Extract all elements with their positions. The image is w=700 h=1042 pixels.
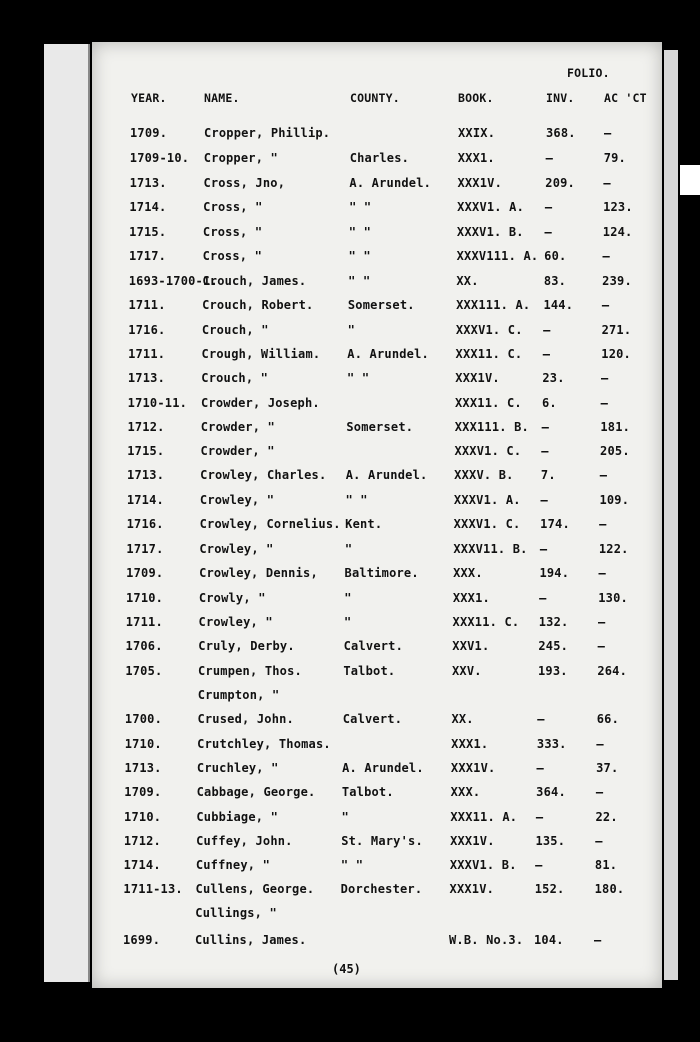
row-5-year: 1715. (129, 225, 167, 239)
row-13-inv: — (541, 420, 550, 434)
row-22-acct: — (597, 639, 606, 653)
row-5-inv: — (544, 225, 552, 239)
row-29-acct: 22. (595, 810, 618, 824)
row-10-name: Crough, William. (201, 347, 321, 361)
row-34-book: W.B. No.3. (449, 933, 524, 947)
row-1-year: 1709. (130, 126, 168, 140)
right-page-edge (664, 50, 678, 980)
row-13-year: 1712. (127, 420, 165, 434)
book-column-header: BOOK. (458, 91, 494, 105)
row-17-acct: — (599, 517, 607, 531)
row-31-name: Cuffney, " (195, 858, 271, 872)
row-22-year: 1706. (125, 639, 163, 653)
row-28-acct: — (595, 785, 604, 799)
row-31-book: XXXV1. B. (449, 858, 517, 872)
row-16-year: 1714. (126, 493, 164, 507)
row-2-acct: 79. (603, 151, 626, 165)
row-21-book: XXX11. C. (452, 615, 520, 629)
row-25-year: 1700. (124, 712, 163, 726)
row-10-acct: 120. (601, 347, 631, 361)
row-20-book: XXX1. (452, 591, 490, 605)
row-4-book: XXXV1. A. (457, 200, 524, 214)
row-26-inv: 333. (536, 737, 567, 751)
row-20-county: " (344, 591, 352, 605)
row-31-year: 1714. (123, 858, 161, 872)
row-24-name: Crumpton, " (197, 688, 280, 702)
row-30-name: Cuffey, John. (196, 834, 293, 848)
row-25-name: Crused, John. (197, 712, 294, 726)
row-32-year: 1711-13. (123, 882, 183, 896)
row-15-county: A. Arundel. (345, 468, 428, 482)
row-28-county: Talbot. (341, 785, 394, 799)
row-17-inv: 174. (540, 517, 570, 531)
row-23-inv: 193. (538, 664, 568, 678)
row-19-year: 1709. (126, 566, 164, 580)
row-6-year: 1717. (128, 249, 167, 263)
row-25-inv: — (537, 712, 545, 726)
row-21-name: Crowley, " (198, 615, 273, 629)
row-7-acct: 239. (602, 274, 632, 288)
row-29-year: 1710. (124, 810, 162, 824)
row-12-name: Crowder, Joseph. (201, 396, 320, 410)
row-33-name: Cullings, " (195, 906, 277, 920)
row-12-acct: — (600, 396, 609, 410)
row-3-name: Cross, Jno, (203, 176, 286, 190)
row-14-name: Crowder, " (200, 444, 275, 458)
row-7-book: XX. (456, 274, 479, 288)
row-5-acct: 124. (602, 225, 633, 239)
row-14-acct: 205. (600, 444, 630, 458)
row-14-year: 1715. (127, 444, 165, 458)
row-27-year: 1713. (124, 761, 162, 775)
row-30-year: 1712. (123, 834, 161, 848)
row-18-name: Crowley, " (199, 542, 274, 556)
row-4-year: 1714. (129, 200, 167, 214)
row-29-book: XXX11. A. (450, 810, 518, 824)
row-9-book: XXXV1. C. (455, 323, 523, 337)
row-17-year: 1716. (126, 517, 164, 531)
row-5-county: " " (348, 225, 372, 239)
row-7-year: 1693-1700-1. (128, 274, 218, 288)
row-27-acct: 37. (596, 761, 619, 775)
row-15-book: XXXV. B. (454, 468, 514, 482)
row-21-acct: — (597, 615, 606, 629)
row-22-inv: 245. (538, 639, 569, 653)
row-9-year: 1716. (128, 323, 166, 337)
row-1-acct: — (604, 126, 612, 140)
row-29-name: Cubbiage, " (196, 810, 279, 824)
row-4-inv: — (544, 200, 553, 214)
row-7-name: Crouch, James. (202, 274, 307, 288)
row-28-book: XXX. (450, 785, 481, 799)
row-3-county: A. Arundel. (349, 176, 432, 190)
row-19-acct: — (598, 566, 606, 580)
row-8-inv: 144. (543, 298, 574, 312)
row-34-name: Cullins, James. (195, 933, 307, 947)
row-23-year: 1705. (125, 664, 163, 678)
row-4-acct: 123. (603, 200, 633, 214)
row-17-name: Crowley, Cornelius. (199, 517, 341, 531)
row-27-book: XXX1V. (450, 761, 496, 775)
row-11-county: " " (346, 371, 370, 385)
row-18-year: 1717. (126, 542, 164, 556)
row-9-inv: — (543, 323, 551, 337)
row-20-acct: 130. (598, 591, 628, 605)
row-13-acct: 181. (600, 420, 631, 434)
row-11-inv: 23. (542, 371, 565, 385)
row-34-inv: 104. (534, 933, 564, 947)
row-26-book: XXX1. (451, 737, 489, 751)
row-6-book: XXXV111. A. (456, 249, 539, 263)
row-29-inv: — (535, 810, 544, 824)
row-12-book: XXX11. C. (455, 396, 522, 410)
row-2-year: 1709-10. (129, 151, 190, 165)
row-8-book: XXX111. A. (456, 298, 531, 312)
row-7-inv: 83. (543, 274, 567, 288)
row-15-inv: 7. (540, 468, 556, 482)
row-22-county: Calvert. (343, 639, 404, 653)
row-12-inv: 6. (542, 396, 557, 410)
row-15-name: Crowley, Charles. (200, 468, 327, 482)
row-2-name: Cropper, " (203, 151, 278, 165)
row-15-year: 1713. (127, 468, 165, 482)
page-number: (45) (332, 962, 361, 976)
row-5-name: Cross, " (202, 225, 263, 239)
edge-tab-mark (680, 165, 700, 195)
row-30-county: St. Mary's. (341, 834, 423, 848)
row-11-acct: — (600, 371, 609, 385)
row-32-inv: 152. (534, 882, 565, 896)
row-8-acct: — (601, 298, 610, 312)
left-page-edge (44, 44, 90, 982)
row-23-name: Crumpen, Thos. (198, 664, 302, 678)
row-11-year: 1713. (127, 371, 165, 385)
row-25-acct: 66. (596, 712, 619, 726)
row-8-county: Somerset. (347, 298, 415, 312)
row-15-acct: — (599, 468, 608, 482)
row-23-county: Talbot. (343, 664, 396, 678)
row-34-year: 1699. (123, 933, 161, 947)
row-19-book: XXX. (453, 566, 483, 580)
row-27-name: Cruchley, " (196, 761, 279, 775)
row-19-county: Baltimore. (344, 566, 419, 580)
row-8-name: Crouch, Robert. (202, 298, 314, 312)
row-31-acct: 81. (594, 858, 618, 872)
folio-header: FOLIO. (567, 66, 610, 80)
row-18-acct: 122. (598, 542, 629, 556)
row-13-county: Somerset. (346, 420, 414, 434)
row-13-book: XXX111. B. (454, 420, 529, 434)
row-29-county: " (341, 810, 349, 824)
row-20-inv: — (539, 591, 547, 605)
row-19-inv: 194. (539, 566, 570, 580)
row-30-inv: 135. (535, 834, 566, 848)
row-31-county: " " (340, 858, 364, 872)
row-18-county: " (344, 542, 353, 556)
row-13-name: Crowder, " (200, 420, 275, 434)
row-28-year: 1709. (124, 785, 162, 799)
inv-column-header: INV. (546, 91, 575, 105)
row-27-inv: — (536, 761, 544, 775)
row-4-county: " " (349, 200, 372, 214)
row-10-inv: — (542, 347, 551, 361)
name-column-header: NAME. (204, 91, 240, 105)
row-9-county: " (347, 323, 355, 337)
row-22-name: Cruly, Derby. (198, 639, 295, 653)
row-30-book: XXX1V. (450, 834, 495, 848)
row-3-inv: 209. (545, 176, 575, 190)
row-5-book: XXXV1. B. (456, 225, 524, 239)
row-32-acct: 180. (594, 882, 625, 896)
row-14-book: XXXV1. C. (454, 444, 522, 458)
row-10-county: A. Arundel. (347, 347, 429, 361)
row-14-inv: — (541, 444, 549, 458)
row-31-inv: — (535, 858, 543, 872)
row-19-name: Crowley, Dennis, (199, 566, 318, 580)
row-27-county: A. Arundel. (342, 761, 424, 775)
row-9-acct: 271. (601, 323, 632, 337)
row-6-inv: 60. (544, 249, 567, 263)
row-6-acct: — (602, 249, 610, 263)
row-1-name: Cropper, Phillip. (204, 126, 331, 140)
row-11-name: Crouch, " (201, 371, 269, 385)
row-16-inv: — (540, 493, 548, 507)
row-16-name: Crowley, " (199, 493, 275, 507)
row-26-year: 1710. (124, 737, 162, 751)
row-23-acct: 264. (597, 664, 628, 678)
row-11-book: XXX1V. (455, 371, 500, 385)
row-2-book: XXX1. (457, 151, 495, 165)
row-3-year: 1713. (129, 176, 167, 190)
acct-column-header: AC 'CT (604, 91, 647, 105)
row-21-inv: 132. (538, 615, 569, 629)
row-9-name: Crouch, " (201, 323, 269, 337)
row-32-book: XXX1V. (449, 882, 495, 896)
row-16-county: " " (345, 493, 368, 507)
row-10-year: 1711. (128, 347, 166, 361)
row-2-inv: — (545, 151, 554, 165)
row-23-book: XXV. (452, 664, 482, 678)
row-25-county: Calvert. (342, 712, 403, 726)
row-2-county: Charles. (349, 151, 410, 165)
row-12-year: 1710-11. (127, 396, 188, 410)
row-32-county: Dorchester. (340, 882, 423, 896)
row-1-inv: 368. (546, 126, 576, 140)
row-32-name: Cullens, George. (195, 882, 315, 896)
row-26-name: Crutchley, Thomas. (197, 737, 331, 751)
row-20-year: 1710. (125, 591, 164, 605)
row-26-acct: — (596, 737, 604, 751)
row-1-book: XXIX. (458, 126, 496, 140)
row-3-acct: — (603, 176, 611, 190)
year-column-header: YEAR. (131, 91, 167, 105)
row-7-county: " " (348, 274, 371, 288)
row-21-year: 1711. (125, 615, 163, 629)
row-16-book: XXXV1. A. (453, 493, 521, 507)
row-21-county: " (343, 615, 352, 629)
row-8-year: 1711. (128, 298, 166, 312)
row-6-county: " " (348, 249, 371, 263)
row-10-book: XXX11. C. (455, 347, 523, 361)
row-17-book: XXXV1. C. (453, 517, 521, 531)
county-column-header: COUNTY. (350, 91, 400, 105)
row-18-book: XXXV11. B. (453, 542, 528, 556)
row-6-name: Cross, " (202, 249, 263, 263)
row-28-name: Cabbage, George. (196, 785, 316, 799)
row-20-name: Crowly, " (198, 591, 266, 605)
row-17-county: Kent. (345, 517, 383, 531)
row-34-acct: — (594, 933, 602, 947)
row-25-book: XX. (451, 712, 474, 726)
row-18-inv: — (539, 542, 548, 556)
row-16-acct: 109. (599, 493, 630, 507)
row-3-book: XXX1V. (457, 176, 503, 190)
row-30-acct: — (595, 834, 603, 848)
row-4-name: Cross, " (203, 200, 263, 214)
row-28-inv: 364. (536, 785, 566, 799)
row-22-book: XXV1. (452, 639, 490, 653)
